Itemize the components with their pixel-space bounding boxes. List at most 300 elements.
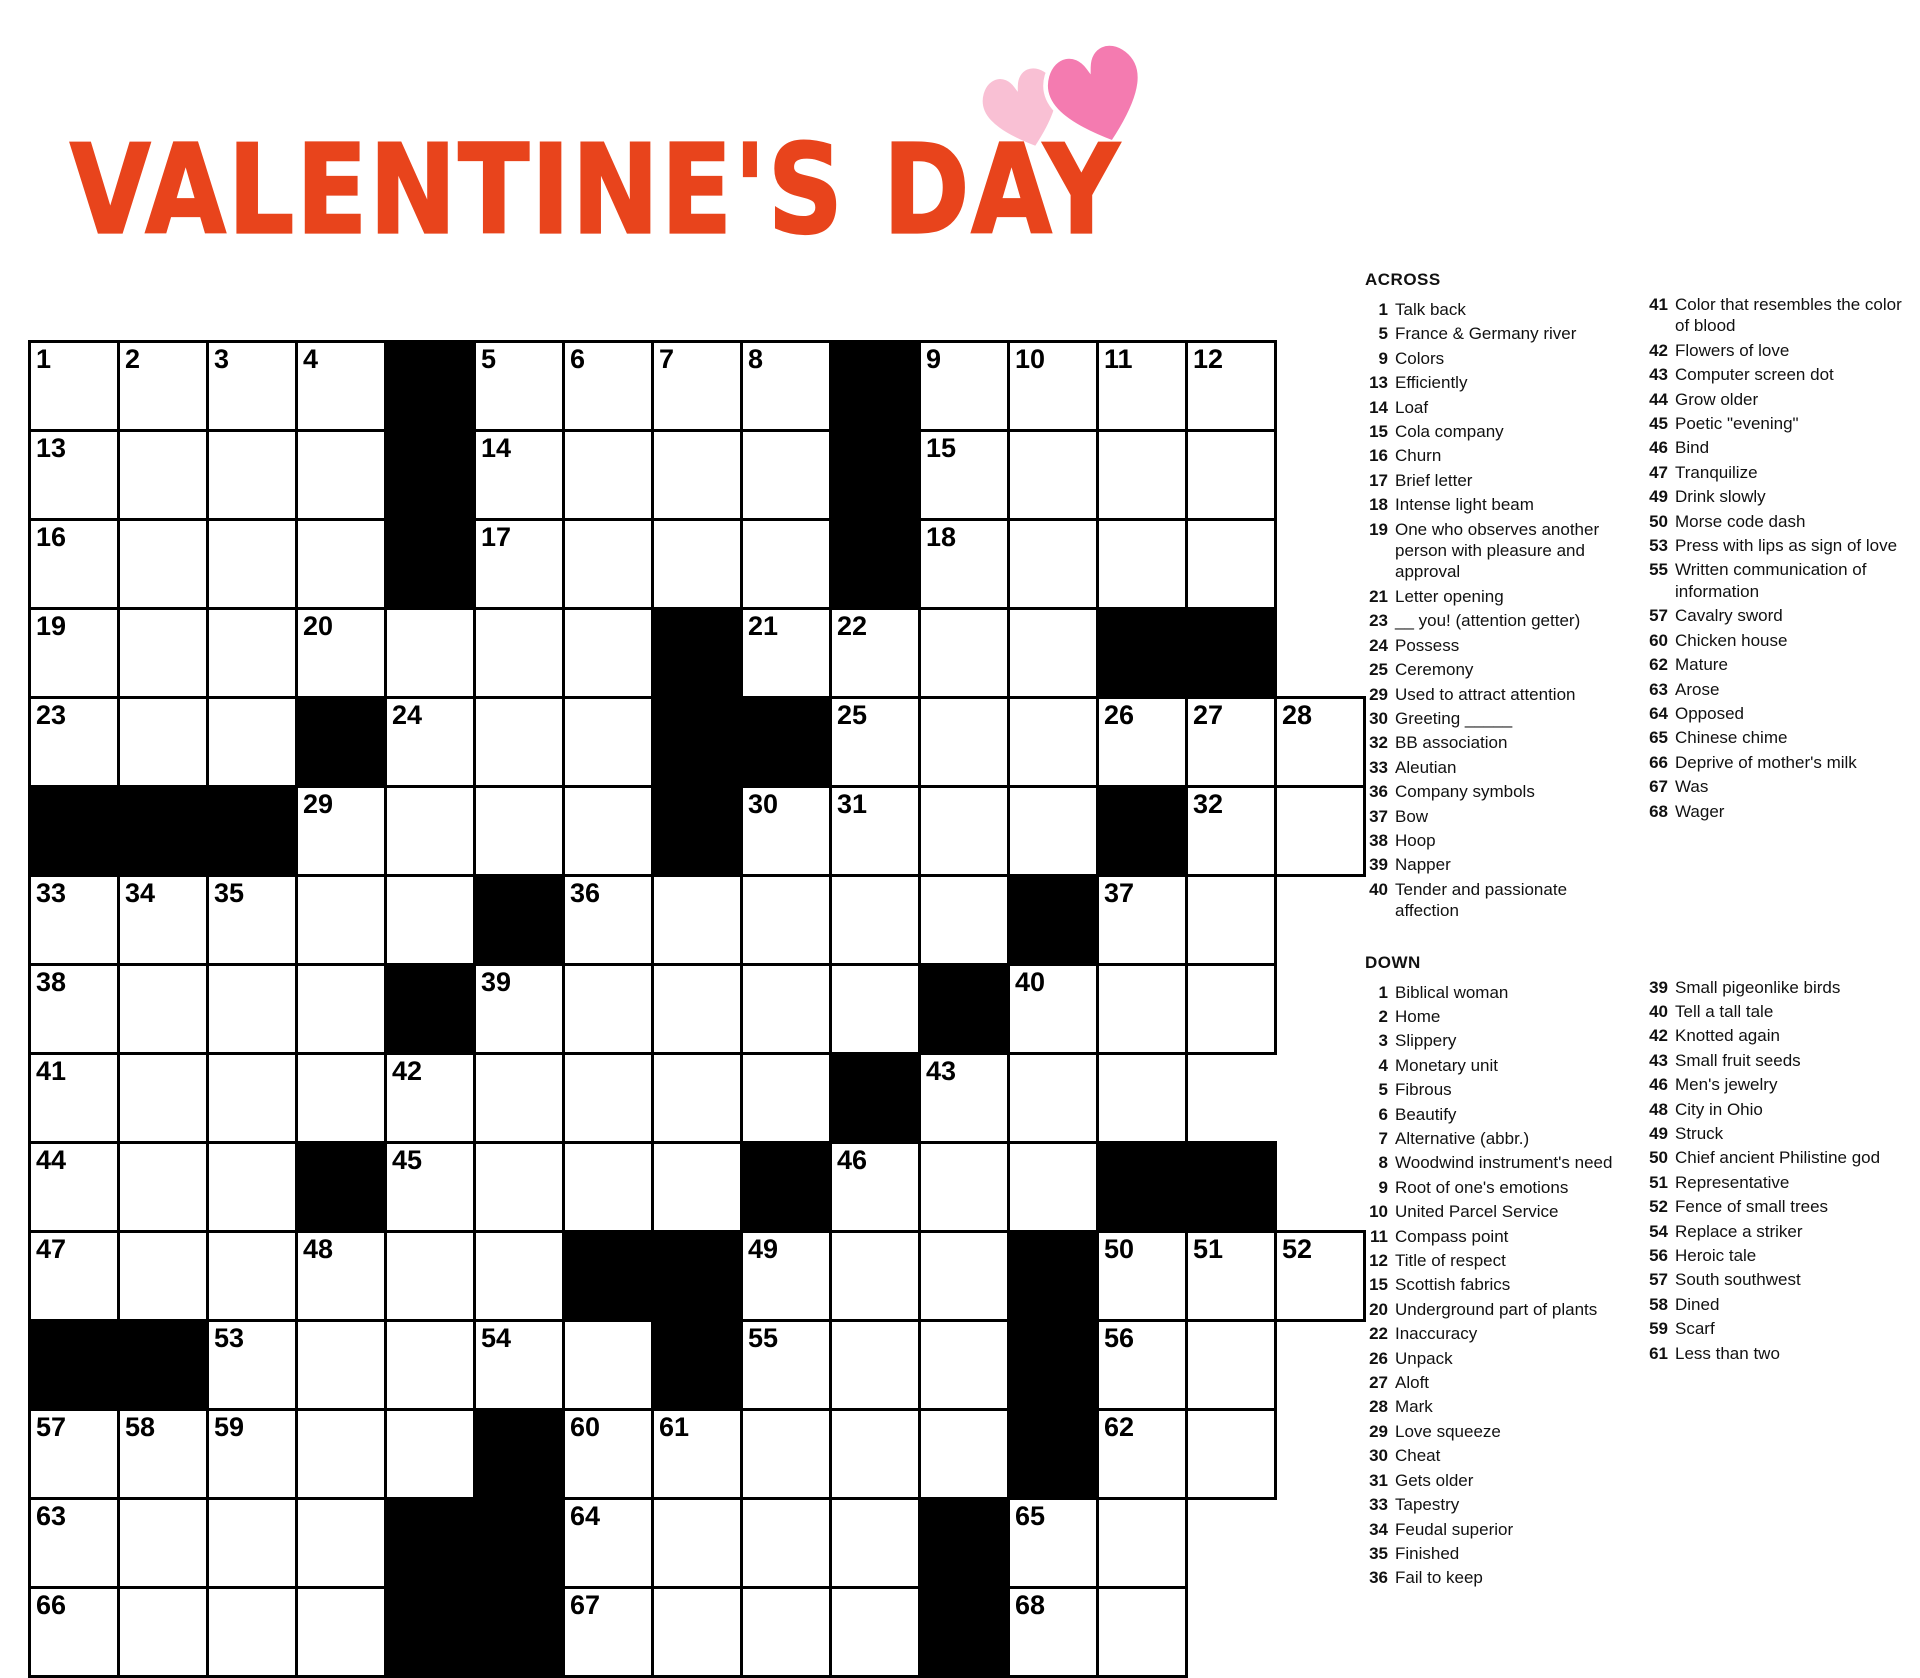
grid-cell[interactable] [831, 1232, 920, 1321]
grid-cell[interactable] [564, 698, 653, 787]
clue-item[interactable] [1645, 486, 1903, 507]
clue-item[interactable] [1365, 348, 1623, 369]
clue-number: 48 [1649, 1099, 1668, 1119]
clue-item[interactable] [1645, 1269, 1903, 1290]
grid-cell[interactable] [742, 1499, 831, 1588]
grid-cell[interactable] [30, 431, 119, 520]
clues-panel [1365, 270, 1910, 1592]
clue-item[interactable] [1365, 1396, 1623, 1417]
grid-cell[interactable] [30, 1054, 119, 1143]
clue-item[interactable] [1365, 982, 1623, 1003]
clue-item[interactable] [1365, 635, 1623, 656]
grid-cell[interactable] [119, 1232, 208, 1321]
clue-item[interactable] [1365, 1567, 1623, 1588]
clue-item[interactable] [1365, 397, 1623, 418]
grid-cell[interactable] [119, 965, 208, 1054]
grid-cell-number: 55 [748, 1323, 779, 1353]
grid-cell[interactable] [297, 342, 386, 431]
grid-cell[interactable] [386, 1143, 475, 1232]
clue-item[interactable] [1645, 1221, 1903, 1242]
grid-cell[interactable] [208, 520, 297, 609]
grid-cell[interactable] [386, 609, 475, 698]
grid-cell[interactable] [119, 1410, 208, 1499]
clue-number: 50 [1649, 1148, 1668, 1168]
grid-cell[interactable] [475, 431, 564, 520]
grid-cell-number: 25 [837, 700, 868, 730]
grid-cell[interactable] [564, 1321, 653, 1410]
grid-cell[interactable] [653, 342, 742, 431]
clue-item[interactable] [1365, 1030, 1623, 1051]
grid-cell[interactable] [208, 1232, 297, 1321]
grid-cell[interactable] [564, 876, 653, 965]
grid-cell[interactable] [564, 1588, 653, 1677]
across-column-2-spacer [1645, 270, 1903, 294]
clue-number: 63 [1649, 679, 1668, 699]
clue-item[interactable] [1645, 1318, 1903, 1339]
clue-item[interactable] [1365, 1006, 1623, 1027]
clue-number: 17 [1369, 470, 1388, 490]
grid-cell[interactable] [831, 609, 920, 698]
grid-cell-number: 16 [36, 522, 67, 552]
grid-cell[interactable] [30, 342, 119, 431]
clue-item[interactable] [1365, 1104, 1623, 1125]
grid-cell[interactable] [920, 520, 1009, 609]
clue-item[interactable] [1645, 462, 1903, 483]
clue-item[interactable] [1645, 1196, 1903, 1217]
grid-cell[interactable] [742, 1054, 831, 1143]
clue-item[interactable] [1645, 1294, 1903, 1315]
grid-cell[interactable] [386, 876, 475, 965]
clue-number: 68 [1649, 801, 1668, 821]
grid-cell-number: 41 [36, 1056, 67, 1086]
clue-item[interactable] [1365, 519, 1623, 583]
grid-cell[interactable] [30, 1499, 119, 1588]
grid-cell[interactable] [1187, 1321, 1276, 1410]
grid-cell[interactable] [30, 965, 119, 1054]
grid-cell[interactable] [208, 609, 297, 698]
clue-item[interactable] [1365, 1079, 1623, 1100]
clue-item[interactable] [1365, 1323, 1623, 1344]
clue-item[interactable] [1645, 1025, 1903, 1046]
clue-item[interactable] [1365, 586, 1623, 607]
grid-cell[interactable] [119, 876, 208, 965]
grid-cell[interactable] [1098, 520, 1187, 609]
grid-cell[interactable] [653, 1588, 742, 1677]
grid-cell[interactable] [386, 698, 475, 787]
clue-item[interactable] [1645, 511, 1903, 532]
grid-cell[interactable] [119, 342, 208, 431]
grid-cell[interactable] [297, 965, 386, 1054]
clue-item[interactable] [1365, 1055, 1623, 1076]
grid-cell[interactable] [1009, 1054, 1098, 1143]
grid-cell[interactable] [920, 787, 1009, 876]
grid-cell[interactable] [653, 1143, 742, 1232]
grid-cell[interactable] [653, 1410, 742, 1499]
grid-cell[interactable] [1009, 698, 1098, 787]
grid-cell[interactable] [1098, 1321, 1187, 1410]
clue-number: 45 [1649, 414, 1668, 434]
grid-cell[interactable] [30, 1588, 119, 1677]
clue-item[interactable] [1365, 757, 1623, 778]
grid-cell[interactable] [564, 1410, 653, 1499]
grid-cell[interactable] [653, 520, 742, 609]
grid-cell[interactable] [1009, 520, 1098, 609]
grid-cell[interactable] [297, 1499, 386, 1588]
grid-cell[interactable] [119, 609, 208, 698]
grid-cell[interactable] [742, 342, 831, 431]
grid-cell[interactable] [831, 1143, 920, 1232]
grid-cell[interactable] [297, 1588, 386, 1677]
clue-text: Deprive of mother's milk [1675, 752, 1857, 772]
grid-cell[interactable] [1276, 787, 1365, 876]
grid-cell[interactable] [475, 1321, 564, 1410]
clue-item[interactable] [1365, 1274, 1623, 1295]
grid-cell[interactable] [30, 609, 119, 698]
clue-number: 24 [1369, 635, 1388, 655]
grid-cell[interactable] [920, 698, 1009, 787]
grid-cell[interactable] [831, 698, 920, 787]
grid-cell-number: 30 [748, 789, 779, 819]
clue-text: Possess [1395, 635, 1460, 655]
clue-item[interactable] [1645, 340, 1903, 361]
grid-cell[interactable] [564, 965, 653, 1054]
grid-cell[interactable] [1009, 609, 1098, 698]
grid-cell[interactable] [1009, 1499, 1098, 1588]
clue-item[interactable] [1365, 781, 1623, 802]
grid-cell[interactable] [564, 1143, 653, 1232]
clue-item[interactable] [1645, 1050, 1903, 1071]
grid-cell[interactable] [208, 1054, 297, 1143]
grid-cell-number: 37 [1104, 878, 1135, 908]
grid-cell[interactable] [564, 431, 653, 520]
clue-item[interactable] [1365, 1445, 1623, 1466]
grid-cell[interactable] [475, 1232, 564, 1321]
clue-number: 38 [1369, 830, 1388, 850]
clue-text: Knotted again [1675, 1026, 1780, 1046]
clue-item[interactable] [1645, 752, 1903, 773]
grid-cell[interactable] [831, 965, 920, 1054]
grid-cell[interactable] [653, 876, 742, 965]
crossword-grid-body [30, 342, 1365, 1677]
grid-cell[interactable] [920, 342, 1009, 431]
clue-item[interactable] [1645, 364, 1903, 385]
grid-cell[interactable] [208, 965, 297, 1054]
grid-cell[interactable] [831, 1499, 920, 1588]
clue-item[interactable] [1645, 389, 1903, 410]
clue-item[interactable] [1645, 776, 1903, 797]
clue-item[interactable] [1645, 630, 1903, 651]
grid-cell[interactable] [1187, 698, 1276, 787]
grid-cell[interactable] [297, 876, 386, 965]
grid-cell[interactable] [1187, 965, 1276, 1054]
grid-cell[interactable] [30, 876, 119, 965]
grid-cell[interactable] [564, 1499, 653, 1588]
grid-cell[interactable] [742, 431, 831, 520]
grid-cell[interactable] [475, 609, 564, 698]
grid-cell[interactable] [475, 965, 564, 1054]
grid-cell[interactable] [831, 1410, 920, 1499]
grid-cell[interactable] [297, 1410, 386, 1499]
grid-cell[interactable] [119, 1054, 208, 1143]
clue-item[interactable] [1645, 727, 1903, 748]
grid-cell[interactable] [386, 1321, 475, 1410]
grid-cell[interactable] [920, 876, 1009, 965]
grid-cell[interactable] [1009, 787, 1098, 876]
clue-item[interactable] [1365, 421, 1623, 442]
grid-cell[interactable] [208, 1321, 297, 1410]
clue-text: BB association [1395, 733, 1508, 753]
clue-item[interactable] [1365, 1494, 1623, 1515]
grid-cell[interactable] [920, 1143, 1009, 1232]
grid-cell[interactable] [920, 1054, 1009, 1143]
grid-cell[interactable] [1009, 342, 1098, 431]
clue-item[interactable] [1365, 659, 1623, 680]
clue-text: City in Ohio [1675, 1099, 1763, 1119]
clue-item[interactable] [1365, 323, 1623, 344]
clue-text: Struck [1675, 1124, 1724, 1143]
clue-item[interactable] [1365, 494, 1623, 515]
clue-item[interactable] [1365, 1201, 1623, 1222]
grid-cell[interactable] [119, 520, 208, 609]
clue-item[interactable] [1365, 470, 1623, 491]
grid-cell[interactable] [1098, 698, 1187, 787]
grid-cell[interactable] [742, 609, 831, 698]
grid-cell[interactable] [1276, 698, 1365, 787]
grid-cell[interactable] [1009, 965, 1098, 1054]
grid-cell[interactable] [208, 1499, 297, 1588]
clue-item[interactable] [1645, 654, 1903, 675]
grid-cell[interactable] [653, 431, 742, 520]
grid-cell[interactable] [386, 1410, 475, 1499]
grid-cell[interactable] [119, 1588, 208, 1677]
grid-cell[interactable] [1187, 431, 1276, 520]
grid-cell[interactable] [1187, 876, 1276, 965]
grid-cell[interactable] [653, 1054, 742, 1143]
grid-cell[interactable] [119, 431, 208, 520]
grid-cell-number: 9 [926, 344, 942, 374]
clue-number: 43 [1649, 1050, 1668, 1070]
grid-cell[interactable] [30, 1410, 119, 1499]
grid-block-cell [1187, 1143, 1276, 1232]
grid-cell[interactable] [386, 1232, 475, 1321]
grid-cell[interactable] [564, 520, 653, 609]
grid-cell[interactable] [475, 1054, 564, 1143]
grid-cell[interactable] [1098, 1054, 1187, 1143]
clue-item[interactable] [1645, 1172, 1903, 1193]
clue-item[interactable] [1365, 1519, 1623, 1540]
grid-cell[interactable] [30, 698, 119, 787]
grid-cell[interactable] [208, 876, 297, 965]
grid-cell[interactable] [653, 1499, 742, 1588]
grid-cell[interactable] [831, 1321, 920, 1410]
grid-cell[interactable] [297, 1232, 386, 1321]
clue-item[interactable] [1365, 854, 1623, 875]
grid-cell[interactable] [564, 1054, 653, 1143]
grid-cell[interactable] [297, 787, 386, 876]
grid-cell-number: 21 [748, 611, 779, 641]
crossword-grid[interactable] [28, 340, 1366, 1678]
clue-item[interactable] [1645, 977, 1903, 998]
clue-item[interactable] [1365, 1299, 1623, 1320]
clue-item[interactable] [1365, 1152, 1623, 1173]
grid-cell[interactable] [742, 1232, 831, 1321]
clue-item[interactable] [1365, 299, 1623, 320]
grid-cell[interactable] [208, 342, 297, 431]
grid-cell[interactable] [564, 609, 653, 698]
clue-number: 67 [1649, 777, 1668, 797]
clue-number: 1 [1378, 982, 1388, 1002]
grid-cell[interactable] [475, 698, 564, 787]
clue-item[interactable] [1645, 1001, 1903, 1022]
clue-number: 36 [1369, 1568, 1388, 1588]
clue-item[interactable] [1365, 1543, 1623, 1564]
grid-cell-number: 66 [36, 1590, 67, 1620]
clue-item[interactable] [1365, 732, 1623, 753]
clue-item[interactable] [1645, 679, 1903, 700]
clue-item[interactable] [1645, 703, 1903, 724]
grid-cell[interactable] [1098, 431, 1187, 520]
grid-cell[interactable] [297, 431, 386, 520]
grid-cell[interactable] [30, 1232, 119, 1321]
clue-item[interactable] [1365, 806, 1623, 827]
grid-cell[interactable] [653, 965, 742, 1054]
grid-cell[interactable] [208, 1143, 297, 1232]
grid-cell[interactable] [1187, 520, 1276, 609]
grid-cell[interactable] [30, 520, 119, 609]
clue-item[interactable] [1365, 1177, 1623, 1198]
grid-cell[interactable] [1098, 1410, 1187, 1499]
grid-cell[interactable] [1098, 1499, 1187, 1588]
clue-item[interactable] [1645, 801, 1903, 822]
clue-text: Colors [1395, 348, 1445, 368]
clue-text: Used to attract attention [1395, 684, 1576, 704]
grid-cell[interactable] [1187, 342, 1276, 431]
clue-number: 43 [1649, 365, 1668, 385]
clue-number: 60 [1649, 630, 1668, 650]
grid-cell[interactable] [475, 787, 564, 876]
clue-item[interactable] [1365, 708, 1623, 729]
grid-cell[interactable] [1098, 1232, 1187, 1321]
grid-cell[interactable] [119, 1143, 208, 1232]
clue-item[interactable] [1645, 559, 1903, 602]
page-title: VALENTINE'S DAY [70, 118, 1122, 262]
grid-cell[interactable] [1098, 965, 1187, 1054]
clue-item[interactable] [1645, 294, 1903, 337]
grid-cell[interactable] [1276, 1232, 1365, 1321]
grid-cell[interactable] [208, 431, 297, 520]
grid-cell[interactable] [475, 1143, 564, 1232]
clue-item[interactable] [1365, 1421, 1623, 1442]
grid-block-cell [386, 1588, 475, 1677]
clue-number: 42 [1649, 340, 1668, 360]
clue-item[interactable] [1365, 610, 1623, 631]
clue-item[interactable] [1365, 1250, 1623, 1271]
grid-cell[interactable] [386, 1054, 475, 1143]
grid-cell[interactable] [920, 431, 1009, 520]
grid-cell[interactable] [297, 609, 386, 698]
grid-cell-number: 36 [570, 878, 601, 908]
clue-item[interactable] [1645, 1147, 1903, 1168]
clue-item[interactable] [1645, 1245, 1903, 1266]
grid-cell[interactable] [742, 965, 831, 1054]
grid-cell[interactable] [831, 1588, 920, 1677]
grid-cell[interactable] [475, 520, 564, 609]
grid-cell[interactable] [386, 787, 475, 876]
clue-item[interactable] [1365, 372, 1623, 393]
clue-item[interactable] [1365, 830, 1623, 851]
grid-cell[interactable] [119, 698, 208, 787]
grid-cell[interactable] [920, 1410, 1009, 1499]
grid-cell-number: 47 [36, 1234, 67, 1264]
grid-cell[interactable] [742, 1410, 831, 1499]
grid-cell[interactable] [297, 520, 386, 609]
clue-item[interactable] [1365, 445, 1623, 466]
clue-item[interactable] [1365, 879, 1623, 922]
grid-cell[interactable] [1187, 787, 1276, 876]
clue-item[interactable] [1365, 1348, 1623, 1369]
grid-cell[interactable] [742, 787, 831, 876]
grid-cell[interactable] [1187, 1232, 1276, 1321]
grid-cell[interactable] [920, 609, 1009, 698]
clue-item[interactable] [1645, 1099, 1903, 1120]
clue-number: 30 [1369, 1446, 1388, 1466]
grid-cell[interactable] [1098, 1588, 1187, 1677]
grid-cell[interactable] [1009, 1588, 1098, 1677]
grid-cell[interactable] [208, 1410, 297, 1499]
grid-cell[interactable] [119, 1499, 208, 1588]
grid-cell[interactable] [475, 342, 564, 431]
grid-cell-number: 42 [392, 1056, 423, 1086]
grid-cell[interactable] [1009, 1143, 1098, 1232]
grid-cell[interactable] [1098, 342, 1187, 431]
clue-text: Small fruit seeds [1675, 1050, 1801, 1070]
clue-item[interactable] [1365, 1470, 1623, 1491]
grid-cell[interactable] [831, 876, 920, 965]
clue-item[interactable] [1365, 1128, 1623, 1149]
grid-cell[interactable] [208, 1588, 297, 1677]
grid-cell[interactable] [1009, 431, 1098, 520]
clue-item[interactable] [1645, 413, 1903, 434]
grid-cell[interactable] [297, 1321, 386, 1410]
clue-item[interactable] [1645, 437, 1903, 458]
grid-cell[interactable] [564, 787, 653, 876]
clue-item[interactable] [1365, 1226, 1623, 1247]
clue-item[interactable] [1645, 1074, 1903, 1095]
grid-cell[interactable] [1187, 1410, 1276, 1499]
grid-cell[interactable] [742, 1321, 831, 1410]
grid-cell[interactable] [30, 1143, 119, 1232]
grid-cell[interactable] [564, 342, 653, 431]
clue-item[interactable] [1645, 1123, 1903, 1144]
clue-item[interactable] [1365, 684, 1623, 705]
grid-cell[interactable] [831, 787, 920, 876]
grid-cell[interactable] [1098, 876, 1187, 965]
clue-item[interactable] [1365, 1372, 1623, 1393]
grid-block-cell [1098, 609, 1187, 698]
grid-cell[interactable] [920, 1232, 1009, 1321]
grid-cell[interactable] [742, 1588, 831, 1677]
grid-cell-number: 43 [926, 1056, 957, 1086]
grid-cell[interactable] [920, 1321, 1009, 1410]
grid-cell[interactable] [297, 1054, 386, 1143]
clue-item[interactable] [1645, 1343, 1903, 1364]
clue-text: Hoop [1395, 830, 1436, 850]
grid-cell[interactable] [742, 520, 831, 609]
grid-cell[interactable] [742, 876, 831, 965]
clue-item[interactable] [1645, 605, 1903, 626]
grid-cell[interactable] [208, 698, 297, 787]
clue-item[interactable] [1645, 535, 1903, 556]
